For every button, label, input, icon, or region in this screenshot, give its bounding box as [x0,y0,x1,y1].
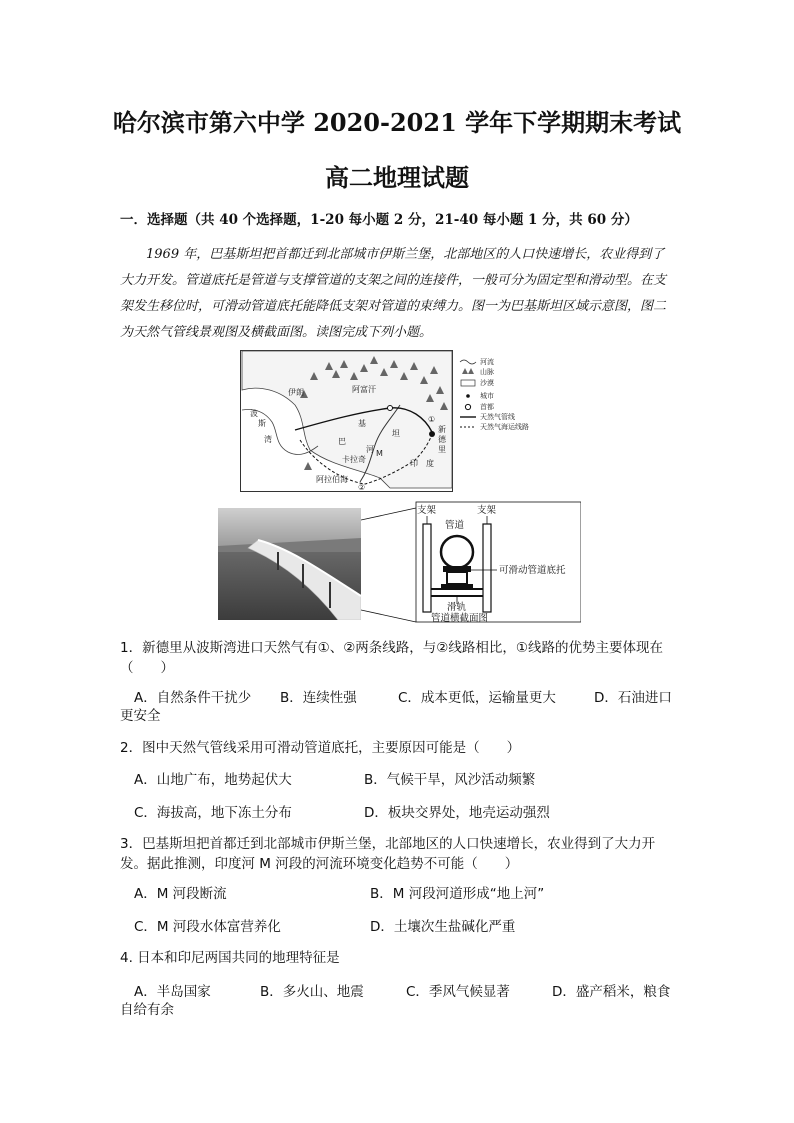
map-label-de: 德 [438,435,446,444]
intro-paragraph: 1969 年，巴基斯坦把首都迁到北部城市伊斯兰堡，北部地区的人口快速增长，农业得到了大力开发。管道底托是管道与支撑管道的支架之间的连接件，一般可分为固定型和滑动型。在支架发生移位时，可滑动管道底托能降低支架对管道的束缚力。图一为巴基斯坦区域示意图，图二为天然气管线景观图及横截面图。读图完成下列小题。 [120,247,667,340]
map-label-ba: 巴 [338,437,346,446]
pipeline-cross-section-diagram [361,500,581,624]
map-label-afghanistan: 阿富汗 [352,385,376,394]
legend-city: 城市 [480,392,494,400]
question-1-option-b: B．连续性强 [280,690,357,706]
question-3-option-c: C．M 河段水体富营养化 [134,919,281,935]
legend-mountain: 山脉 [480,368,494,376]
question-3-option-b: B．M 河段河道形成“地上河” [370,886,545,902]
legend-capital: 首都 [480,403,494,411]
pipeline-photo [218,508,361,620]
diagram-label-support-left: 支架 [417,505,437,516]
question-2-option-c: C．海拔高，地下冻土分布 [134,805,292,821]
map-label-tan: 坦 [392,429,400,438]
map-label-arabian-sea: 阿拉伯海 [316,475,348,484]
map-label-route1: ① [428,415,436,424]
question-1-option-d-start: D．石油进口 [594,690,672,706]
question-1-option-c: C．成本更低，运输量更大 [398,690,556,706]
question-4-option-a: A．半岛国家 [134,984,211,1000]
map-label-bo: 波 [250,409,258,418]
question-4-stem: 4. 日本和印尼两国共同的地理特征是 [120,950,340,966]
pakistan-region-map [240,350,562,492]
section-heading: 一．选择题（共 40 个选择题，1-20 每小题 2 分，21-40 每小题 1 分，共 60 分） [120,212,638,228]
question-2-stem: 2．图中天然气管线采用可滑动管道底托，主要原因可能是（ ） [120,740,521,756]
question-1-stem: 1．新德里从波斯湾进口天然气有①、②两条线路，与②线路相比，①线路的优势主要体现在（ ） [120,640,663,676]
legend-desert: 沙漠 [480,379,494,387]
map-label-karachi: 卡拉奇 [342,455,366,464]
question-2-option-a: A．山地广布，地势起伏大 [134,772,292,788]
question-2-option-b: B．气候干旱，风沙活动频繁 [364,772,536,788]
diagram-label-saddle: 可滑动管道底托 [499,565,566,576]
map-label-ji: 基 [358,419,366,428]
exam-title: 哈尔滨市第六中学 2020-2021 学年下学期期末考试 [112,108,682,137]
question-4-option-c: C．季风气候显著 [406,984,510,1000]
diagram-caption: 管道横截面图 [431,613,489,624]
map-label-si: 斯 [258,419,266,428]
diagram-label-support-right: 支架 [477,505,497,516]
legend-sea-route: 天然气海运线路 [480,423,529,431]
map-label-india: 印 度 [410,459,434,468]
map-label-li: 里 [438,445,446,454]
diagram-label-rail: 滑轨 [447,602,467,613]
question-4-option-d-wrap: 自给有余 [120,1002,174,1018]
question-4-option-b: B．多火山、地震 [260,984,364,1000]
map-label-route2: ② [358,483,366,492]
question-1-option-a: A．自然条件干扰少 [134,690,252,706]
map-label-iran: 伊朗 [288,388,304,397]
question-3-option-d: D．土壤次生盐碱化严重 [370,919,516,935]
question-4-option-d-start: D．盛产稻米，粮食 [552,984,671,1000]
legend-river: 河流 [480,358,494,366]
question-3-option-a: A．M 河段断流 [134,886,227,902]
map-label-wan: 湾 [264,435,272,444]
diagram-label-pipe: 管道 [445,520,465,531]
exam-subtitle: 高二地理试题 [325,163,469,192]
map-legend [460,357,529,431]
map-label-he: 河 [366,445,374,454]
map-label-m: M [376,449,383,458]
map-label-xin: 新 [438,425,446,434]
legend-pipeline: 天然气管线 [480,413,515,421]
question-3-stem: 3．巴基斯坦把首都迁到北部城市伊斯兰堡，北部地区的人口快速增长，农业得到了大力开发。据此推测，印度河 M 河段的河流环境变化趋势不可能（ ） [120,836,656,872]
question-2-option-d: D．板块交界处，地壳运动强烈 [364,805,550,821]
question-1-option-d-wrap: 更安全 [120,708,161,724]
